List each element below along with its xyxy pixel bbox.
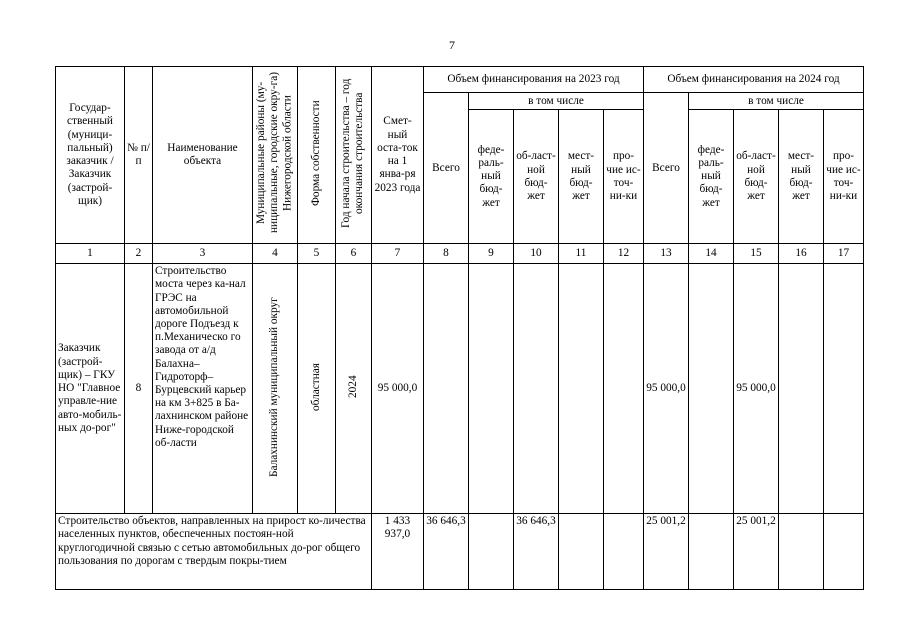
column-number: 10 [514,244,559,264]
row-num: 8 [125,264,153,514]
header-customer: Государ-ственный (муници-пальный) заказчик / Заказчик (застрой-щик) [56,67,125,244]
header-federal-2023: феде-раль-ный бюд-жет [469,110,514,244]
summary-cell-empty [604,514,644,590]
table-row [56,264,864,514]
header-total-2024: Всего [644,93,689,244]
row-total-2024: 95 000,0 [644,264,689,514]
summary-cell-empty [779,514,824,590]
header-years: Год начала строительства – год окончания строительства [340,78,366,228]
header-years-cell [336,67,372,244]
summary-cell-empty [469,514,514,590]
summary-regional-2023: 36 646,3 [514,514,559,590]
column-number: 6 [336,244,372,264]
column-number: 5 [298,244,336,264]
column-number: 4 [253,244,298,264]
row-cell-empty [514,264,559,514]
header-regional-2023: об-ласт-ной бюд-жет [514,110,559,244]
header-num: № п/п [125,67,153,244]
header-estimate: Смет-ный оста-ток на 1 янва-ря 2023 года [372,67,424,244]
header-local-2023: мест-ный бюд-жет [559,110,604,244]
column-number: 9 [469,244,514,264]
summary-total-2023: 36 646,3 [424,514,469,590]
row-cell-empty [424,264,469,514]
header-municipality-cell [253,67,298,244]
header-fin-2023: Объем финансирования на 2023 год [424,67,644,93]
summary-label: Строительство объектов, направленных на прирост ко-личества населенных пунктов, обеспеченных постоян-ной круглогодичной связью с сетью автомобильных до-рог общего пользования по дорогам с твердым покры-тием [56,514,372,590]
header-object-name: Наименование объекта [153,67,253,244]
header-local-2024: мест-ный бюд-жет [779,110,824,244]
column-number: 11 [559,244,604,264]
column-number: 1 [56,244,125,264]
column-number: 7 [372,244,424,264]
column-number: 3 [153,244,253,264]
row-cell-empty [824,264,864,514]
row-cell-empty [604,264,644,514]
row-cell-empty [559,264,604,514]
row-years-cell [336,264,372,514]
summary-row [56,514,864,590]
header-other-2024: про-чие ис-точ-ни-ки [824,110,864,244]
row-years: 2024 [346,375,359,398]
column-number: 13 [644,244,689,264]
financing-table [55,66,864,590]
row-cell-empty [689,264,734,514]
row-customer: Заказчик (застрой-щик) – ГКУ НО "Главное управле-ние авто-мобиль-ных до-рог" [56,264,125,514]
row-municipality: Балахнинский муниципальный округ [268,296,281,477]
summary-cell-empty [824,514,864,590]
header-municipality: Муниципальные районы (му-ниципальные, городские окру-га) Нижегородской области [255,72,294,234]
row-cell-empty [779,264,824,514]
header-ownership: Форма собственности [309,100,322,206]
row-regional-2024: 95 000,0 [734,264,779,514]
page-number: 7 [449,38,455,52]
header-ownership-cell [298,67,336,244]
header-regional-2024: об-ласт-ной бюд-жет [734,110,779,244]
row-object-name: Строительство моста через ка-нал ГРЭС на автомобильной дороге Подъезд к п.Механическо го завода от а/д Балахна– Гидроторф– Бурцевский карьер на км 3+825 в Ба-лахнинском районе Ниже-городской об-ласти [153,264,253,514]
column-number: 14 [689,244,734,264]
row-ownership-cell [298,264,336,514]
header-federal-2024: феде-раль-ный бюд-жет [689,110,734,244]
header-fin-2024: Объем финансирования на 2024 год [644,67,864,93]
column-number: 15 [734,244,779,264]
header-including-2023: в том числе [469,93,644,110]
column-number: 2 [125,244,153,264]
summary-total-2024: 25 001,2 [644,514,689,590]
summary-cell-empty [689,514,734,590]
column-number: 8 [424,244,469,264]
row-ownership: областная [309,362,322,411]
row-estimate: 95 000,0 [372,264,424,514]
summary-regional-2024: 25 001,2 [734,514,779,590]
header-including-2024: в том числе [689,93,864,110]
column-number: 16 [779,244,824,264]
summary-estimate: 1 433 937,0 [372,514,424,590]
header-total-2023: Всего [424,93,469,244]
column-numbers-row [56,244,864,264]
column-number: 17 [824,244,864,264]
summary-cell-empty [559,514,604,590]
row-municipality-cell [253,264,298,514]
row-cell-empty [469,264,514,514]
column-number: 12 [604,244,644,264]
header-other-2023: про-чие ис-точ-ни-ки [604,110,644,244]
